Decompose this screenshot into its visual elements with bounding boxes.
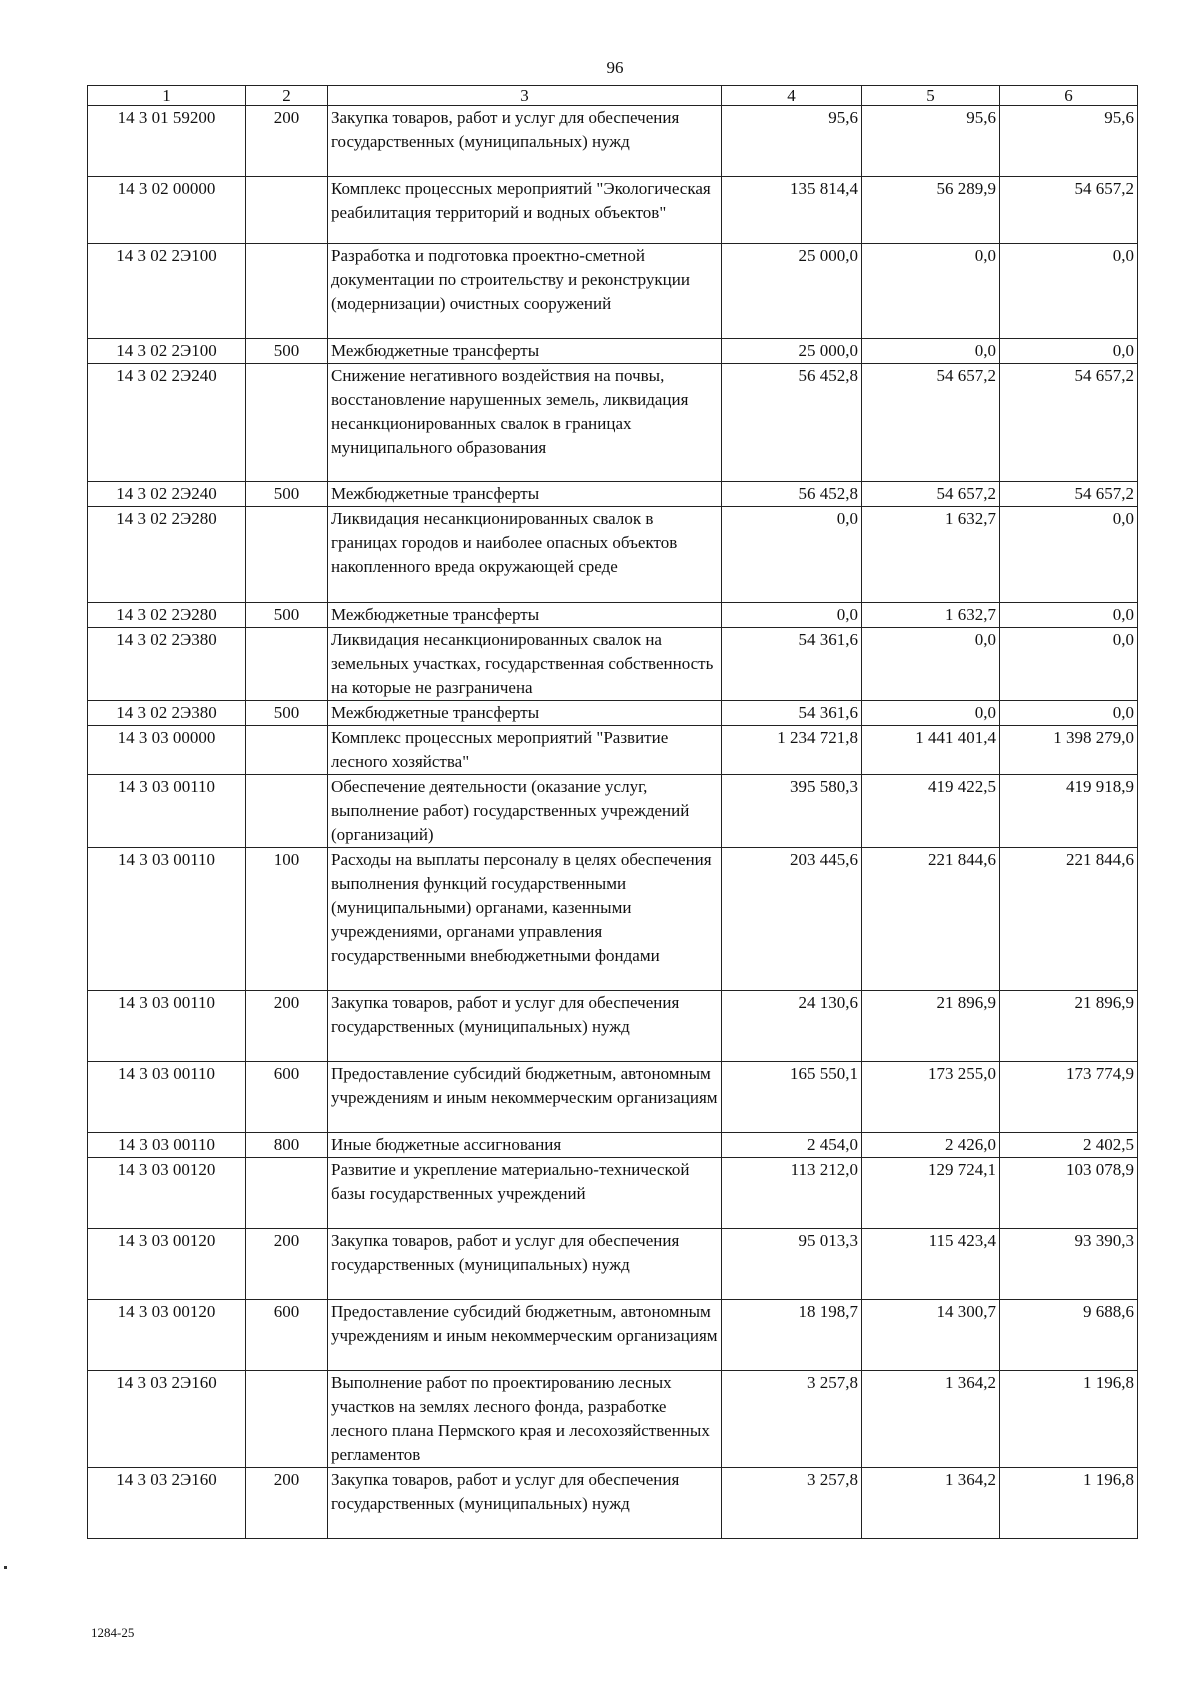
row-expense-type: 500 xyxy=(246,603,328,628)
row-expense-type xyxy=(246,775,328,848)
row-amount-year-3: 0,0 xyxy=(1000,628,1138,701)
table-row xyxy=(88,848,1138,991)
row-description: Межбюджетные трансферты xyxy=(328,701,722,726)
row-amount-year-3: 1 398 279,0 xyxy=(1000,726,1138,775)
row-code: 14 3 02 2Э100 xyxy=(88,339,246,364)
row-amount-year-2: 1 632,7 xyxy=(862,507,1000,603)
row-amount-year-1: 2 454,0 xyxy=(722,1133,862,1158)
row-amount-year-3: 0,0 xyxy=(1000,701,1138,726)
row-description: Иные бюджетные ассигнования xyxy=(328,1133,722,1158)
row-description: Комплекс процессных мероприятий "Развитие лесного хозяйства" xyxy=(328,726,722,775)
row-amount-year-1: 113 212,0 xyxy=(722,1158,862,1229)
row-code: 14 3 02 2Э100 xyxy=(88,244,246,339)
row-expense-type: 200 xyxy=(246,1468,328,1539)
row-code: 14 3 02 2Э240 xyxy=(88,364,246,482)
row-amount-year-1: 3 257,8 xyxy=(722,1468,862,1539)
row-amount-year-2: 54 657,2 xyxy=(862,364,1000,482)
row-expense-type: 100 xyxy=(246,848,328,991)
row-expense-type xyxy=(246,1158,328,1229)
table-row xyxy=(88,507,1138,603)
row-amount-year-1: 95 013,3 xyxy=(722,1229,862,1300)
table-row xyxy=(88,1229,1138,1300)
row-expense-type: 600 xyxy=(246,1300,328,1371)
row-description: Комплекс процессных мероприятий "Экологическая реабилитация территорий и водных объектов" xyxy=(328,177,722,244)
table-row xyxy=(88,177,1138,244)
row-description: Закупка товаров, работ и услуг для обеспечения государственных (муниципальных) нужд xyxy=(328,1229,722,1300)
row-amount-year-1: 0,0 xyxy=(722,507,862,603)
row-expense-type: 500 xyxy=(246,339,328,364)
row-amount-year-2: 129 724,1 xyxy=(862,1158,1000,1229)
column-header: 5 xyxy=(862,86,1000,106)
row-amount-year-2: 0,0 xyxy=(862,701,1000,726)
row-amount-year-3: 419 918,9 xyxy=(1000,775,1138,848)
row-amount-year-3: 0,0 xyxy=(1000,507,1138,603)
row-amount-year-2: 173 255,0 xyxy=(862,1062,1000,1133)
row-amount-year-3: 93 390,3 xyxy=(1000,1229,1138,1300)
row-amount-year-1: 0,0 xyxy=(722,603,862,628)
row-amount-year-1: 95,6 xyxy=(722,106,862,177)
table-row xyxy=(88,701,1138,726)
row-description: Обеспечение деятельности (оказание услуг, выполнение работ) государственных учреждений (организаций) xyxy=(328,775,722,848)
row-code: 14 3 03 2Э160 xyxy=(88,1371,246,1468)
row-amount-year-3: 1 196,8 xyxy=(1000,1468,1138,1539)
row-amount-year-1: 24 130,6 xyxy=(722,991,862,1062)
table-row xyxy=(88,726,1138,775)
column-header: 2 xyxy=(246,86,328,106)
row-expense-type xyxy=(246,177,328,244)
row-amount-year-2: 56 289,9 xyxy=(862,177,1000,244)
row-description: Закупка товаров, работ и услуг для обеспечения государственных (муниципальных) нужд xyxy=(328,991,722,1062)
row-amount-year-3: 0,0 xyxy=(1000,244,1138,339)
row-amount-year-1: 165 550,1 xyxy=(722,1062,862,1133)
row-amount-year-1: 203 445,6 xyxy=(722,848,862,991)
table-row xyxy=(88,775,1138,848)
row-code: 14 3 03 00110 xyxy=(88,848,246,991)
row-amount-year-3: 103 078,9 xyxy=(1000,1158,1138,1229)
row-code: 14 3 02 2Э380 xyxy=(88,701,246,726)
row-code: 14 3 03 00000 xyxy=(88,726,246,775)
row-expense-type xyxy=(246,1371,328,1468)
row-code: 14 3 02 2Э240 xyxy=(88,482,246,507)
row-amount-year-2: 95,6 xyxy=(862,106,1000,177)
row-amount-year-3: 0,0 xyxy=(1000,603,1138,628)
table-row xyxy=(88,603,1138,628)
row-amount-year-3: 21 896,9 xyxy=(1000,991,1138,1062)
row-amount-year-1: 3 257,8 xyxy=(722,1371,862,1468)
page-number: 96 xyxy=(606,58,624,77)
row-code: 14 3 02 00000 xyxy=(88,177,246,244)
column-header: 1 xyxy=(88,86,246,106)
row-description: Развитие и укрепление материально-технической базы государственных учреждений xyxy=(328,1158,722,1229)
row-code: 14 3 02 2Э280 xyxy=(88,603,246,628)
row-amount-year-1: 18 198,7 xyxy=(722,1300,862,1371)
row-expense-type: 500 xyxy=(246,701,328,726)
row-expense-type: 200 xyxy=(246,106,328,177)
column-header: 3 xyxy=(328,86,722,106)
row-amount-year-3: 1 196,8 xyxy=(1000,1371,1138,1468)
row-amount-year-1: 56 452,8 xyxy=(722,482,862,507)
table-row xyxy=(88,1062,1138,1133)
row-description: Предоставление субсидий бюджетным, автономным учреждениям и иным некоммерческим организациям xyxy=(328,1300,722,1371)
table-row xyxy=(88,1158,1138,1229)
row-expense-type xyxy=(246,244,328,339)
row-expense-type xyxy=(246,726,328,775)
row-amount-year-3: 0,0 xyxy=(1000,339,1138,364)
row-expense-type: 500 xyxy=(246,482,328,507)
row-amount-year-2: 419 422,5 xyxy=(862,775,1000,848)
scan-mark xyxy=(4,1566,7,1569)
row-amount-year-3: 95,6 xyxy=(1000,106,1138,177)
row-description: Ликвидация несанкционированных свалок в границах городов и наиболее опасных объектов накопленного вреда окружающей среде xyxy=(328,507,722,603)
row-amount-year-1: 25 000,0 xyxy=(722,339,862,364)
table-row xyxy=(88,106,1138,177)
row-amount-year-2: 1 441 401,4 xyxy=(862,726,1000,775)
row-amount-year-1: 135 814,4 xyxy=(722,177,862,244)
row-amount-year-3: 2 402,5 xyxy=(1000,1133,1138,1158)
table-row xyxy=(88,482,1138,507)
row-amount-year-2: 54 657,2 xyxy=(862,482,1000,507)
row-code: 14 3 03 00110 xyxy=(88,1133,246,1158)
row-amount-year-3: 173 774,9 xyxy=(1000,1062,1138,1133)
row-code: 14 3 03 00110 xyxy=(88,775,246,848)
header-row xyxy=(88,86,1138,106)
row-amount-year-1: 1 234 721,8 xyxy=(722,726,862,775)
table-row xyxy=(88,1468,1138,1539)
row-expense-type xyxy=(246,628,328,701)
table-row xyxy=(88,991,1138,1062)
table-row xyxy=(88,1371,1138,1468)
row-amount-year-2: 1 364,2 xyxy=(862,1468,1000,1539)
row-description: Закупка товаров, работ и услуг для обеспечения государственных (муниципальных) нужд xyxy=(328,106,722,177)
row-amount-year-3: 54 657,2 xyxy=(1000,364,1138,482)
row-expense-type xyxy=(246,507,328,603)
row-code: 14 3 03 2Э160 xyxy=(88,1468,246,1539)
table-row xyxy=(88,628,1138,701)
row-amount-year-1: 56 452,8 xyxy=(722,364,862,482)
row-amount-year-3: 9 688,6 xyxy=(1000,1300,1138,1371)
row-description: Расходы на выплаты персоналу в целях обеспечения выполнения функций государственными (муниципальными) органами, казенными учреждениями, органами управления государственными внебюджетными фондами xyxy=(328,848,722,991)
row-code: 14 3 03 00120 xyxy=(88,1158,246,1229)
row-description: Межбюджетные трансферты xyxy=(328,603,722,628)
row-amount-year-2: 2 426,0 xyxy=(862,1133,1000,1158)
row-amount-year-2: 1 632,7 xyxy=(862,603,1000,628)
row-code: 14 3 03 00110 xyxy=(88,1062,246,1133)
row-amount-year-3: 54 657,2 xyxy=(1000,177,1138,244)
table-row xyxy=(88,1300,1138,1371)
row-amount-year-1: 54 361,6 xyxy=(722,628,862,701)
row-description: Ликвидация несанкционированных свалок на земельных участках, государственная собственность на которые не разграничена xyxy=(328,628,722,701)
row-amount-year-3: 54 657,2 xyxy=(1000,482,1138,507)
row-amount-year-2: 0,0 xyxy=(862,244,1000,339)
row-code: 14 3 03 00110 xyxy=(88,991,246,1062)
row-amount-year-2: 21 896,9 xyxy=(862,991,1000,1062)
row-code: 14 3 02 2Э280 xyxy=(88,507,246,603)
row-code: 14 3 02 2Э380 xyxy=(88,628,246,701)
row-expense-type: 600 xyxy=(246,1062,328,1133)
row-description: Закупка товаров, работ и услуг для обеспечения государственных (муниципальных) нужд xyxy=(328,1468,722,1539)
row-amount-year-2: 0,0 xyxy=(862,339,1000,364)
row-amount-year-1: 395 580,3 xyxy=(722,775,862,848)
row-code: 14 3 01 59200 xyxy=(88,106,246,177)
row-expense-type: 800 xyxy=(246,1133,328,1158)
row-description: Предоставление субсидий бюджетным, автономным учреждениям и иным некоммерческим организациям xyxy=(328,1062,722,1133)
row-amount-year-2: 1 364,2 xyxy=(862,1371,1000,1468)
row-description: Межбюджетные трансферты xyxy=(328,482,722,507)
column-header: 4 xyxy=(722,86,862,106)
row-amount-year-3: 221 844,6 xyxy=(1000,848,1138,991)
table-row xyxy=(88,364,1138,482)
column-header: 6 xyxy=(1000,86,1138,106)
row-description: Межбюджетные трансферты xyxy=(328,339,722,364)
row-expense-type: 200 xyxy=(246,1229,328,1300)
row-expense-type: 200 xyxy=(246,991,328,1062)
budget-table xyxy=(87,85,1138,1539)
row-expense-type xyxy=(246,364,328,482)
document-code: 1284-25 xyxy=(91,1625,135,1640)
row-amount-year-1: 25 000,0 xyxy=(722,244,862,339)
row-description: Выполнение работ по проектированию лесных участков на землях лесного фонда, разработке лесного плана Пермского края и лесохозяйственных регламентов xyxy=(328,1371,722,1468)
row-description: Разработка и подготовка проектно-сметной документации по строительству и реконструкции (модернизации) очистных сооружений xyxy=(328,244,722,339)
row-amount-year-1: 54 361,6 xyxy=(722,701,862,726)
table-row xyxy=(88,339,1138,364)
row-amount-year-2: 14 300,7 xyxy=(862,1300,1000,1371)
row-amount-year-2: 115 423,4 xyxy=(862,1229,1000,1300)
table-row xyxy=(88,244,1138,339)
row-description: Снижение негативного воздействия на почвы, восстановление нарушенных земель, ликвидация несанкционированных свалок в границах муниципального образования xyxy=(328,364,722,482)
row-code: 14 3 03 00120 xyxy=(88,1300,246,1371)
row-code: 14 3 03 00120 xyxy=(88,1229,246,1300)
row-amount-year-2: 221 844,6 xyxy=(862,848,1000,991)
table-row xyxy=(88,1133,1138,1158)
row-amount-year-2: 0,0 xyxy=(862,628,1000,701)
